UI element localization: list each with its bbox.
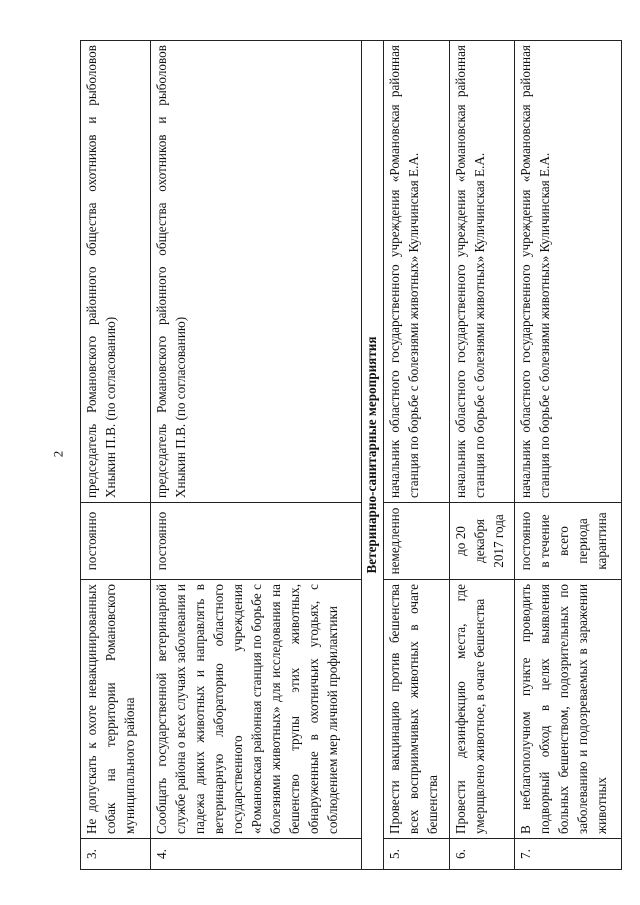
table-row [449, 41, 514, 870]
row-term: немедленно [384, 503, 449, 580]
row-action: Провести дезинфекцию места, где умерщвлено животное, в очаге бешенства [449, 580, 514, 839]
table-row [150, 41, 362, 870]
row-responsible: председатель Романовского районного общества охотников и рыболовов Хныкин П.В. (по согласованию) [81, 41, 151, 503]
section-title: Ветеринарно-санитарные мероприятия [362, 41, 384, 870]
row-number: 5. [384, 839, 449, 870]
row-term: до 20 декабря 2017 года [449, 503, 514, 580]
row-number: 3. [81, 839, 151, 870]
row-number: 4. [150, 839, 362, 870]
row-action: Сообщать государственной ветеринарной службе района о всех случаях заболевания и падежа диких животных и направлять в ветеринарную лабораторию областного государственного учреждения «Романовская районная станция по борьбе с болезнями животных» для исследования на бешенство трупы этих животных, обнаруженные в охотничьих угодьях, с соблюдением мер личной профилактики [150, 580, 362, 839]
document-table-rotated [80, 40, 622, 870]
row-responsible: начальник областного государственного учреждения «Романовская районная станция по борьбе с болезнями животных» Куличинская Е.А. [449, 41, 514, 503]
measures-table [80, 40, 622, 870]
row-term: постоянно в течение всего периода карантина [515, 503, 622, 580]
row-action: В неблагополучном пункте проводить подворный обход в целях выявления больных бешенством, подозрительных по заболеванию и подозреваемых в заражении животных [515, 580, 622, 839]
row-number: 7. [515, 839, 622, 870]
table-row [515, 41, 622, 870]
row-action: Не допускать к охоте невакцинированных собак на территории Романовского муниципального района [81, 580, 151, 839]
row-number: 6. [449, 839, 514, 870]
row-term: постоянно [150, 503, 362, 580]
table-row [81, 41, 151, 870]
table-row [384, 41, 449, 870]
row-responsible: начальник областного государственного учреждения «Романовская районная станция по борьбе с болезнями животных» Куличинская Е.А. [384, 41, 449, 503]
row-responsible: начальник областного государственного учреждения «Романовская районная станция по борьбе с болезнями животных» Куличинская Е.А. [515, 41, 622, 503]
row-responsible: председатель Романовского районного общества охотников и рыболовов Хныкин П.В. (по согласованию) [150, 41, 362, 503]
row-action: Провести вакцинацию против бешенства всех восприимчивых животных в очаге бешенства [384, 580, 449, 839]
section-row [362, 41, 384, 870]
row-term: постоянно [81, 503, 151, 580]
page-number: 2 [50, 450, 66, 458]
